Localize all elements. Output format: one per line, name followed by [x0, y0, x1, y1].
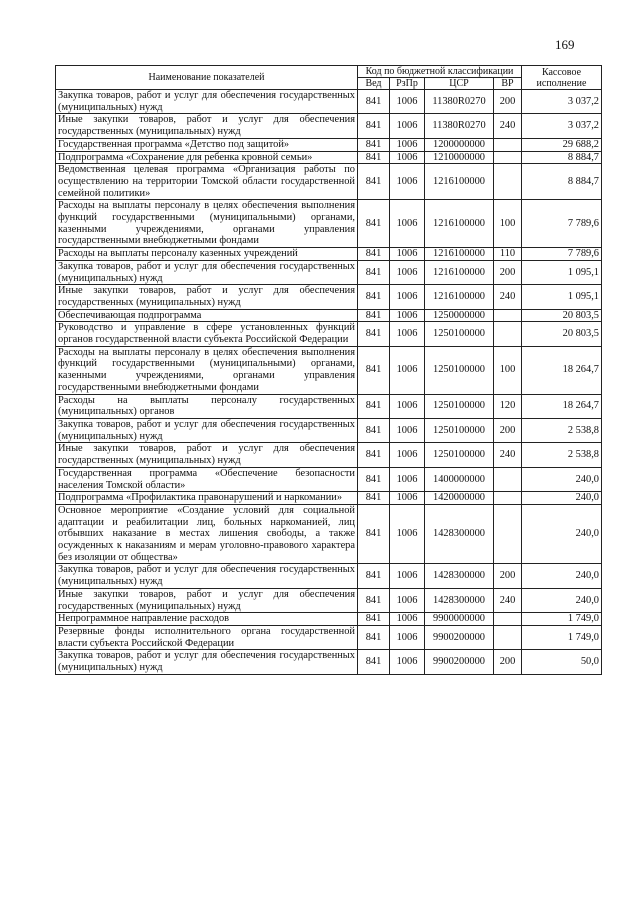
row-rzpr-cell: 1006: [390, 564, 425, 588]
row-csr-cell: 1420000000: [425, 492, 494, 505]
row-ved-cell: 841: [358, 114, 390, 138]
table-row: [56, 443, 602, 467]
row-amount-cell: 20 803,5: [522, 322, 602, 346]
row-rzpr-cell: 1006: [390, 613, 425, 626]
table-row: [56, 394, 602, 418]
row-name-cell: Расходы на выплаты персоналу государственных (муниципальных) органов: [56, 394, 358, 418]
row-name-cell: Непрограммное направление расходов: [56, 613, 358, 626]
table-row: [56, 418, 602, 442]
row-name-cell: Обеспечивающая подпрограмма: [56, 309, 358, 322]
row-rzpr-cell: 1006: [390, 138, 425, 151]
row-ved-cell: 841: [358, 625, 390, 649]
table-row: [56, 492, 602, 505]
row-csr-cell: 9900200000: [425, 650, 494, 674]
row-vr-cell: [494, 322, 522, 346]
row-name-cell: Иные закупки товаров, работ и услуг для обеспечения государственных (муниципальных) нужд: [56, 285, 358, 309]
row-amount-cell: 240,0: [522, 564, 602, 588]
row-vr-cell: [494, 613, 522, 626]
table-body: [56, 90, 602, 675]
row-rzpr-cell: 1006: [390, 322, 425, 346]
row-vr-cell: 240: [494, 114, 522, 138]
row-csr-cell: 1250100000: [425, 443, 494, 467]
row-csr-cell: 1216100000: [425, 200, 494, 248]
row-amount-cell: 240,0: [522, 467, 602, 491]
row-rzpr-cell: 1006: [390, 164, 425, 200]
row-name-cell: Закупка товаров, работ и услуг для обеспечения государственных (муниципальных) нужд: [56, 564, 358, 588]
row-csr-cell: 1250000000: [425, 309, 494, 322]
row-amount-cell: 1 095,1: [522, 260, 602, 284]
row-name-cell: Резервные фонды исполнительного органа государственной власти субъекта Российской Федерации: [56, 625, 358, 649]
row-ved-cell: 841: [358, 248, 390, 261]
row-rzpr-cell: 1006: [390, 90, 425, 114]
row-amount-cell: 50,0: [522, 650, 602, 674]
row-name-cell: Основное мероприятие «Создание условий для социальной адаптации и реабилитации лиц, больных наркоманией, лиц отбывших наказание в местах лишения свободы, а также осужденных к наказаниям и мерам уголовно-правового характера без изоляции от общества»: [56, 504, 358, 564]
row-ved-cell: 841: [358, 588, 390, 612]
row-vr-cell: 120: [494, 394, 522, 418]
row-vr-cell: 200: [494, 650, 522, 674]
column-header-vr: ВР: [494, 78, 522, 90]
row-csr-cell: 1216100000: [425, 248, 494, 261]
table-row: [56, 564, 602, 588]
table-row: [56, 467, 602, 491]
table-header-row: [56, 66, 602, 78]
row-amount-cell: 18 264,7: [522, 346, 602, 394]
column-header-csr: ЦСР: [425, 78, 494, 90]
row-csr-cell: 1250100000: [425, 346, 494, 394]
row-rzpr-cell: 1006: [390, 394, 425, 418]
table-row: [56, 90, 602, 114]
row-csr-cell: 11380R0270: [425, 90, 494, 114]
row-amount-cell: 18 264,7: [522, 394, 602, 418]
row-ved-cell: 841: [358, 90, 390, 114]
row-name-cell: Иные закупки товаров, работ и услуг для обеспечения государственных (муниципальных) нужд: [56, 114, 358, 138]
row-amount-cell: 1 749,0: [522, 625, 602, 649]
row-vr-cell: 200: [494, 418, 522, 442]
row-rzpr-cell: 1006: [390, 114, 425, 138]
row-ved-cell: 841: [358, 151, 390, 164]
table-row: [56, 309, 602, 322]
row-vr-cell: 200: [494, 260, 522, 284]
row-ved-cell: 841: [358, 346, 390, 394]
row-name-cell: Иные закупки товаров, работ и услуг для обеспечения государственных (муниципальных) нужд: [56, 588, 358, 612]
row-rzpr-cell: 1006: [390, 248, 425, 261]
row-name-cell: Руководство и управление в сфере установленных функций органов государственной власти субъекта Российской Федерации: [56, 322, 358, 346]
row-csr-cell: 1428300000: [425, 564, 494, 588]
row-vr-cell: 240: [494, 285, 522, 309]
row-name-cell: Государственная программа «Обеспечение безопасности населения Томской области»: [56, 467, 358, 491]
table-row: [56, 650, 602, 674]
row-ved-cell: 841: [358, 200, 390, 248]
row-ved-cell: 841: [358, 504, 390, 564]
row-vr-cell: 110: [494, 248, 522, 261]
row-amount-cell: 2 538,8: [522, 418, 602, 442]
row-ved-cell: 841: [358, 650, 390, 674]
table-row: [56, 285, 602, 309]
row-name-cell: Закупка товаров, работ и услуг для обеспечения государственных (муниципальных) нужд: [56, 90, 358, 114]
row-rzpr-cell: 1006: [390, 467, 425, 491]
row-vr-cell: [494, 138, 522, 151]
row-ved-cell: 841: [358, 309, 390, 322]
row-vr-cell: 240: [494, 588, 522, 612]
page-number: 169: [555, 37, 575, 52]
row-vr-cell: 100: [494, 200, 522, 248]
row-amount-cell: 7 789,6: [522, 248, 602, 261]
column-header-amount: Кассовое исполнение: [522, 66, 602, 90]
row-ved-cell: 841: [358, 260, 390, 284]
row-rzpr-cell: 1006: [390, 492, 425, 505]
row-amount-cell: 3 037,2: [522, 90, 602, 114]
row-ved-cell: 841: [358, 164, 390, 200]
table-row: [56, 138, 602, 151]
row-csr-cell: 1250100000: [425, 394, 494, 418]
row-rzpr-cell: 1006: [390, 151, 425, 164]
row-name-cell: Подпрограмма «Сохранение для ребенка кровной семьи»: [56, 151, 358, 164]
row-ved-cell: 841: [358, 418, 390, 442]
row-vr-cell: [494, 164, 522, 200]
row-csr-cell: 1428300000: [425, 504, 494, 564]
row-csr-cell: 1400000000: [425, 467, 494, 491]
row-vr-cell: [494, 309, 522, 322]
row-vr-cell: 200: [494, 564, 522, 588]
row-name-cell: Закупка товаров, работ и услуг для обеспечения государственных (муниципальных) нужд: [56, 260, 358, 284]
row-ved-cell: 841: [358, 564, 390, 588]
row-rzpr-cell: 1006: [390, 504, 425, 564]
row-ved-cell: 841: [358, 613, 390, 626]
table-row: [56, 260, 602, 284]
row-name-cell: Расходы на выплаты персоналу в целях обеспечения выполнения функций государственными (муниципальными) органами, казенными учреждениями, органами управления государственными внебюджетными фондами: [56, 200, 358, 248]
row-rzpr-cell: 1006: [390, 200, 425, 248]
row-amount-cell: 8 884,7: [522, 151, 602, 164]
row-name-cell: Ведомственная целевая программа «Организация работы по осуществлению на территории Томской области государственной семейной политики»: [56, 164, 358, 200]
row-name-cell: Расходы на выплаты персоналу казенных учреждений: [56, 248, 358, 261]
row-amount-cell: 20 803,5: [522, 309, 602, 322]
table-row: [56, 248, 602, 261]
row-csr-cell: 1216100000: [425, 285, 494, 309]
row-vr-cell: [494, 625, 522, 649]
row-csr-cell: 1250100000: [425, 418, 494, 442]
row-amount-cell: 1 095,1: [522, 285, 602, 309]
table-row: [56, 151, 602, 164]
row-rzpr-cell: 1006: [390, 285, 425, 309]
table-row: [56, 613, 602, 626]
row-ved-cell: 841: [358, 467, 390, 491]
row-amount-cell: 240,0: [522, 492, 602, 505]
column-header-code-group: Код по бюджетной классификации: [358, 66, 522, 78]
table-row: [56, 114, 602, 138]
row-name-cell: Закупка товаров, работ и услуг для обеспечения государственных (муниципальных) нужд: [56, 418, 358, 442]
row-csr-cell: 1216100000: [425, 260, 494, 284]
row-amount-cell: 7 789,6: [522, 200, 602, 248]
row-csr-cell: 1250100000: [425, 322, 494, 346]
row-vr-cell: [494, 504, 522, 564]
row-csr-cell: 1428300000: [425, 588, 494, 612]
row-rzpr-cell: 1006: [390, 260, 425, 284]
row-name-cell: Закупка товаров, работ и услуг для обеспечения государственных (муниципальных) нужд: [56, 650, 358, 674]
row-csr-cell: 1216100000: [425, 164, 494, 200]
row-vr-cell: 100: [494, 346, 522, 394]
table-row: [56, 625, 602, 649]
row-rzpr-cell: 1006: [390, 309, 425, 322]
column-header-rzpr: РзПр: [390, 78, 425, 90]
column-header-name: Наименование показателей: [56, 66, 358, 90]
row-csr-cell: 9900000000: [425, 613, 494, 626]
row-rzpr-cell: 1006: [390, 418, 425, 442]
table-row: [56, 200, 602, 248]
row-rzpr-cell: 1006: [390, 588, 425, 612]
row-ved-cell: 841: [358, 394, 390, 418]
table-row: [56, 504, 602, 564]
table-row: [56, 588, 602, 612]
row-name-cell: Расходы на выплаты персоналу в целях обеспечения выполнения функций государственными (муниципальными) органами, казенными учреждениями, органами управления государственными внебюджетными фондами: [56, 346, 358, 394]
row-csr-cell: 11380R0270: [425, 114, 494, 138]
row-name-cell: Государственная программа «Детство под защитой»: [56, 138, 358, 151]
row-vr-cell: 200: [494, 90, 522, 114]
row-amount-cell: 1 749,0: [522, 613, 602, 626]
row-ved-cell: 841: [358, 443, 390, 467]
row-name-cell: Подпрограмма «Профилактика правонарушений и наркомании»: [56, 492, 358, 505]
row-vr-cell: 240: [494, 443, 522, 467]
row-csr-cell: 9900200000: [425, 625, 494, 649]
row-vr-cell: [494, 467, 522, 491]
row-ved-cell: 841: [358, 322, 390, 346]
row-name-cell: Иные закупки товаров, работ и услуг для обеспечения государственных (муниципальных) нужд: [56, 443, 358, 467]
row-amount-cell: 240,0: [522, 504, 602, 564]
row-amount-cell: 8 884,7: [522, 164, 602, 200]
row-csr-cell: 1210000000: [425, 151, 494, 164]
row-amount-cell: 240,0: [522, 588, 602, 612]
row-vr-cell: [494, 492, 522, 505]
row-csr-cell: 1200000000: [425, 138, 494, 151]
row-rzpr-cell: 1006: [390, 625, 425, 649]
row-ved-cell: 841: [358, 138, 390, 151]
budget-table: [55, 65, 602, 675]
row-ved-cell: 841: [358, 285, 390, 309]
row-amount-cell: 3 037,2: [522, 114, 602, 138]
row-rzpr-cell: 1006: [390, 346, 425, 394]
row-ved-cell: 841: [358, 492, 390, 505]
table-row: [56, 164, 602, 200]
column-header-ved: Вед: [358, 78, 390, 90]
row-rzpr-cell: 1006: [390, 650, 425, 674]
table-row: [56, 346, 602, 394]
row-amount-cell: 29 688,2: [522, 138, 602, 151]
row-rzpr-cell: 1006: [390, 443, 425, 467]
row-vr-cell: [494, 151, 522, 164]
table-row: [56, 322, 602, 346]
row-amount-cell: 2 538,8: [522, 443, 602, 467]
